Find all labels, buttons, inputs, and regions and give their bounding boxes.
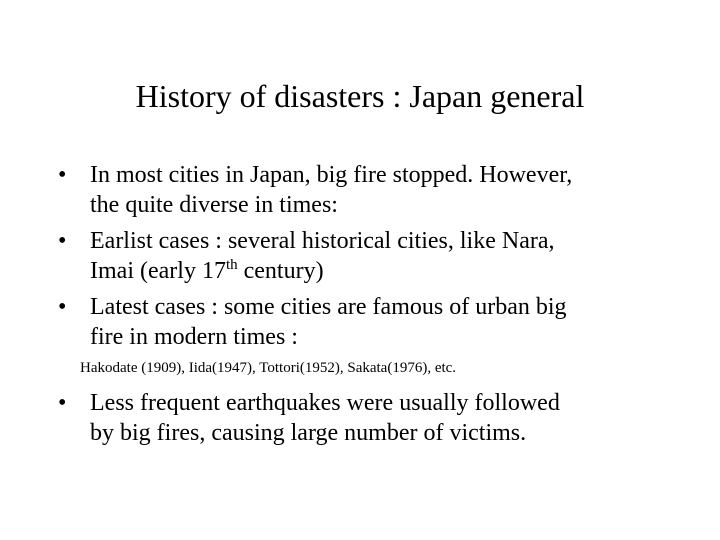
bullet-item [58,388,698,448]
bullet-text-line: Latest cases : some cities are famous of urban big [90,294,567,320]
bullet-text-line: the quite diverse in times: [90,192,338,218]
slide-title: History of disasters : Japan general [135,78,585,114]
bullet-text-segment: century) [237,258,324,284]
bullet-dot: • [58,228,67,254]
bullet-text-line: fire in modern times : [90,324,298,350]
bullet-dot: • [58,390,67,416]
bullet-item [58,160,698,220]
bullet-text-line: by big fires, causing large number of victims. [90,420,527,446]
cities-list-note: Hakodate (1909), Iida(1947), Tottori(1952), Sakata(1976), etc. [80,360,457,376]
bullet-dot: • [58,162,67,188]
slide-body [58,160,698,454]
bullet-text-line: Earlist cases : several historical cities, like Nara, [90,228,555,254]
bullet-item [58,292,698,352]
superscript-ordinal: th [225,257,238,273]
bullet-dot: • [58,294,67,320]
bullet-text-line: Less frequent earthquakes were usually followed [90,390,560,416]
bullet-text-segment: Imai (early 17 [90,258,226,284]
bullet-text-line: In most cities in Japan, big fire stopped. However, [90,162,573,188]
bullet-text-line [90,256,698,286]
bullet-item [58,226,698,286]
